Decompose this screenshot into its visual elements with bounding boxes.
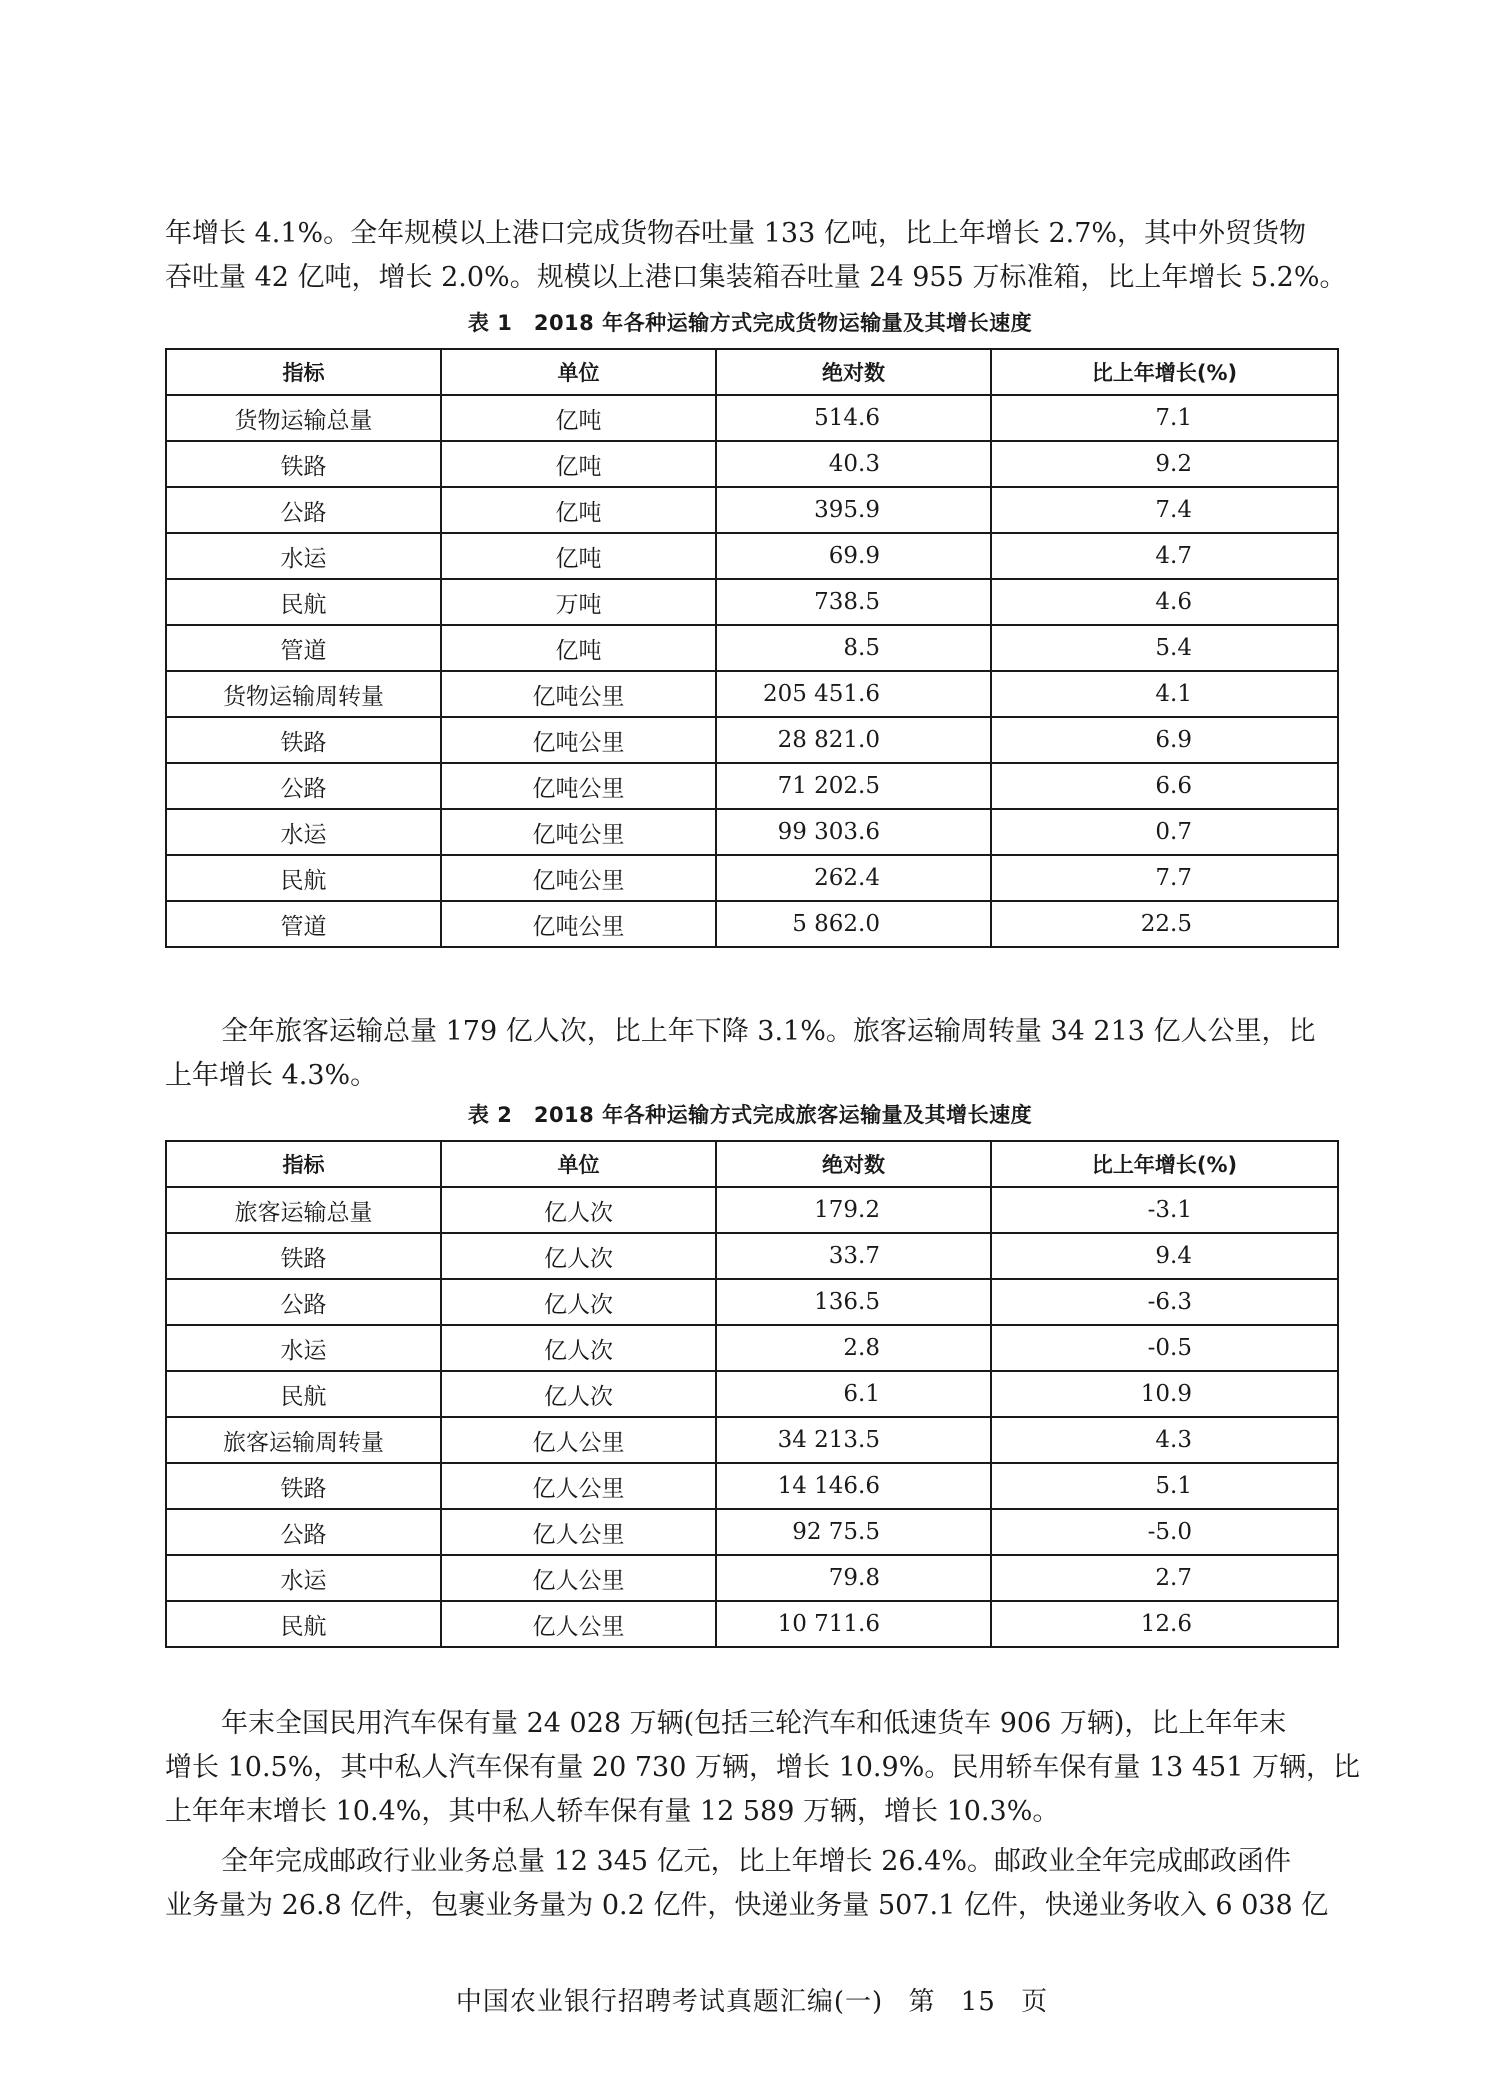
table-row: [166, 1417, 1338, 1463]
indicator-cell: 货物运输总量: [166, 395, 441, 441]
header-unit: 单位: [441, 1141, 716, 1187]
absolute-value-cell: 136.5: [716, 1279, 991, 1325]
indicator-cell: 公路: [166, 763, 441, 809]
absolute-value-cell: 395.9: [716, 487, 991, 533]
growth-cell: 4.1: [991, 671, 1338, 717]
page-footer: [0, 1985, 1504, 2019]
growth-cell: 5.1: [991, 1463, 1338, 1509]
table-row: [166, 901, 1338, 947]
indicator-cell: 铁路: [166, 441, 441, 487]
table-row: [166, 1371, 1338, 1417]
indicator-cell: 水运: [166, 1555, 441, 1601]
footer-page-label-post: 页: [1021, 1987, 1049, 2017]
growth-cell: 7.1: [991, 395, 1338, 441]
unit-cell: 亿吨公里: [441, 901, 716, 947]
footer-book-title: 中国农业银行招聘考试真题汇编(一): [455, 1987, 884, 2017]
table-row: [166, 1325, 1338, 1371]
absolute-value-cell: 99 303.6: [716, 809, 991, 855]
absolute-value-cell: 92 75.5: [716, 1509, 991, 1555]
absolute-value-cell: 28 821.0: [716, 717, 991, 763]
freight-table: [165, 348, 1339, 948]
growth-cell: 22.5: [991, 901, 1338, 947]
absolute-value-cell: 33.7: [716, 1233, 991, 1279]
growth-cell: 4.3: [991, 1417, 1338, 1463]
table-row: [166, 1463, 1338, 1509]
growth-cell: -3.1: [991, 1187, 1338, 1233]
vehicles-line-3: 上年年末增长 10.4%，其中私人轿车保有量 12 589 万辆，增长 10.3%。: [165, 1796, 1060, 1827]
unit-cell: 亿吨公里: [441, 671, 716, 717]
absolute-value-cell: 205 451.6: [716, 671, 991, 717]
indicator-cell: 民航: [166, 579, 441, 625]
unit-cell: 亿人公里: [441, 1463, 716, 1509]
absolute-value-cell: 738.5: [716, 579, 991, 625]
table-row: [166, 487, 1338, 533]
absolute-value-cell: 69.9: [716, 533, 991, 579]
indicator-cell: 管道: [166, 625, 441, 671]
absolute-value-cell: 40.3: [716, 441, 991, 487]
growth-cell: 7.4: [991, 487, 1338, 533]
absolute-value-cell: 6.1: [716, 1371, 991, 1417]
table-row: [166, 671, 1338, 717]
footer-page-label-pre: 第: [908, 1987, 936, 2017]
table1-caption: 表 1 2018 年各种运输方式完成货物运输量及其增长速度: [467, 311, 1033, 335]
indicator-cell: 管道: [166, 901, 441, 947]
header-unit: 单位: [441, 349, 716, 395]
indicator-cell: 民航: [166, 1371, 441, 1417]
growth-cell: 6.9: [991, 717, 1338, 763]
table-row: [166, 625, 1338, 671]
table-row: [166, 533, 1338, 579]
growth-cell: -5.0: [991, 1509, 1338, 1555]
absolute-value-cell: 10 711.6: [716, 1601, 991, 1647]
passenger-summary-paragraph: [165, 1010, 1335, 1098]
footer-page-number: 15: [960, 1987, 996, 2017]
growth-cell: 9.2: [991, 441, 1338, 487]
absolute-value-cell: 179.2: [716, 1187, 991, 1233]
unit-cell: 亿人次: [441, 1187, 716, 1233]
unit-cell: 亿吨: [441, 487, 716, 533]
table-row: [166, 579, 1338, 625]
table-row: [166, 763, 1338, 809]
unit-cell: 亿人次: [441, 1371, 716, 1417]
indicator-cell: 铁路: [166, 1463, 441, 1509]
table-row: [166, 1187, 1338, 1233]
growth-cell: 2.7: [991, 1555, 1338, 1601]
middle-line-1: 全年旅客运输总量 179 亿人次，比上年下降 3.1%。旅客运输周转量 34 213 亿人公里，比: [221, 1016, 1316, 1047]
postal-paragraph: [165, 1840, 1335, 1928]
unit-cell: 亿人公里: [441, 1509, 716, 1555]
table-row: [166, 1279, 1338, 1325]
header-absolute: 绝对数: [716, 1141, 991, 1187]
vehicles-paragraph: [165, 1702, 1360, 1834]
absolute-value-cell: 514.6: [716, 395, 991, 441]
unit-cell: 亿吨公里: [441, 763, 716, 809]
indicator-cell: 货物运输周转量: [166, 671, 441, 717]
table-row: [166, 395, 1338, 441]
growth-cell: 9.4: [991, 1233, 1338, 1279]
intro-paragraph: [165, 212, 1347, 300]
table-row: [166, 1509, 1338, 1555]
vehicles-line-1: 年末全国民用汽车保有量 24 028 万辆(包括三轮汽车和低速货车 906 万辆)，比上年年末: [221, 1708, 1287, 1739]
indicator-cell: 民航: [166, 855, 441, 901]
table-row: [166, 1555, 1338, 1601]
growth-cell: 6.6: [991, 763, 1338, 809]
unit-cell: 万吨: [441, 579, 716, 625]
unit-cell: 亿吨: [441, 533, 716, 579]
growth-cell: 12.6: [991, 1601, 1338, 1647]
unit-cell: 亿人公里: [441, 1601, 716, 1647]
indicator-cell: 公路: [166, 487, 441, 533]
indicator-cell: 旅客运输总量: [166, 1187, 441, 1233]
middle-line-2: 上年增长 4.3%。: [165, 1060, 378, 1091]
unit-cell: 亿人次: [441, 1233, 716, 1279]
absolute-value-cell: 34 213.5: [716, 1417, 991, 1463]
vehicles-line-2: 增长 10.5%，其中私人汽车保有量 20 730 万辆，增长 10.9%。民用轿车保有量 13 451 万辆，比: [165, 1752, 1360, 1783]
growth-cell: 5.4: [991, 625, 1338, 671]
postal-line-1: 全年完成邮政行业业务总量 12 345 亿元，比上年增长 26.4%。邮政业全年完成邮政函件: [221, 1846, 1291, 1877]
intro-line-2: 吞吐量 42 亿吨，增长 2.0%。规模以上港口集装箱吞吐量 24 955 万标准箱，比上年增长 5.2%。: [165, 262, 1347, 293]
absolute-value-cell: 2.8: [716, 1325, 991, 1371]
unit-cell: 亿吨: [441, 625, 716, 671]
growth-cell: -6.3: [991, 1279, 1338, 1325]
growth-cell: 7.7: [991, 855, 1338, 901]
absolute-value-cell: 14 146.6: [716, 1463, 991, 1509]
absolute-value-cell: 79.8: [716, 1555, 991, 1601]
indicator-cell: 公路: [166, 1509, 441, 1555]
header-indicator: 指标: [166, 1141, 441, 1187]
unit-cell: 亿吨公里: [441, 809, 716, 855]
absolute-value-cell: 8.5: [716, 625, 991, 671]
growth-cell: 4.6: [991, 579, 1338, 625]
table-row: [166, 717, 1338, 763]
indicator-cell: 铁路: [166, 717, 441, 763]
table-row: [166, 1601, 1338, 1647]
postal-line-2: 业务量为 26.8 亿件，包裹业务量为 0.2 亿件，快递业务量 507.1 亿件，快递业务收入 6 038 亿: [165, 1890, 1329, 1921]
growth-cell: -0.5: [991, 1325, 1338, 1371]
growth-cell: 10.9: [991, 1371, 1338, 1417]
absolute-value-cell: 262.4: [716, 855, 991, 901]
indicator-cell: 水运: [166, 809, 441, 855]
header-growth: 比上年增长(%): [991, 349, 1338, 395]
unit-cell: 亿人公里: [441, 1417, 716, 1463]
unit-cell: 亿吨: [441, 395, 716, 441]
table-header-row: [166, 1141, 1338, 1187]
table-row: [166, 809, 1338, 855]
indicator-cell: 水运: [166, 533, 441, 579]
header-growth: 比上年增长(%): [991, 1141, 1338, 1187]
table-header-row: [166, 349, 1338, 395]
absolute-value-cell: 71 202.5: [716, 763, 991, 809]
unit-cell: 亿吨公里: [441, 855, 716, 901]
indicator-cell: 铁路: [166, 1233, 441, 1279]
indicator-cell: 水运: [166, 1325, 441, 1371]
header-indicator: 指标: [166, 349, 441, 395]
growth-cell: 4.7: [991, 533, 1338, 579]
absolute-value-cell: 5 862.0: [716, 901, 991, 947]
indicator-cell: 旅客运输周转量: [166, 1417, 441, 1463]
unit-cell: 亿人次: [441, 1279, 716, 1325]
table-row: [166, 1233, 1338, 1279]
table2-caption: 表 2 2018 年各种运输方式完成旅客运输量及其增长速度: [467, 1103, 1033, 1127]
table-row: [166, 855, 1338, 901]
table-row: [166, 441, 1338, 487]
header-absolute: 绝对数: [716, 349, 991, 395]
growth-cell: 0.7: [991, 809, 1338, 855]
indicator-cell: 公路: [166, 1279, 441, 1325]
unit-cell: 亿吨: [441, 441, 716, 487]
unit-cell: 亿吨公里: [441, 717, 716, 763]
intro-line-1: 年增长 4.1%。全年规模以上港口完成货物吞吐量 133 亿吨，比上年增长 2.7%，其中外贸货物: [165, 218, 1307, 249]
unit-cell: 亿人次: [441, 1325, 716, 1371]
indicator-cell: 民航: [166, 1601, 441, 1647]
passenger-table: [165, 1140, 1339, 1648]
unit-cell: 亿人公里: [441, 1555, 716, 1601]
